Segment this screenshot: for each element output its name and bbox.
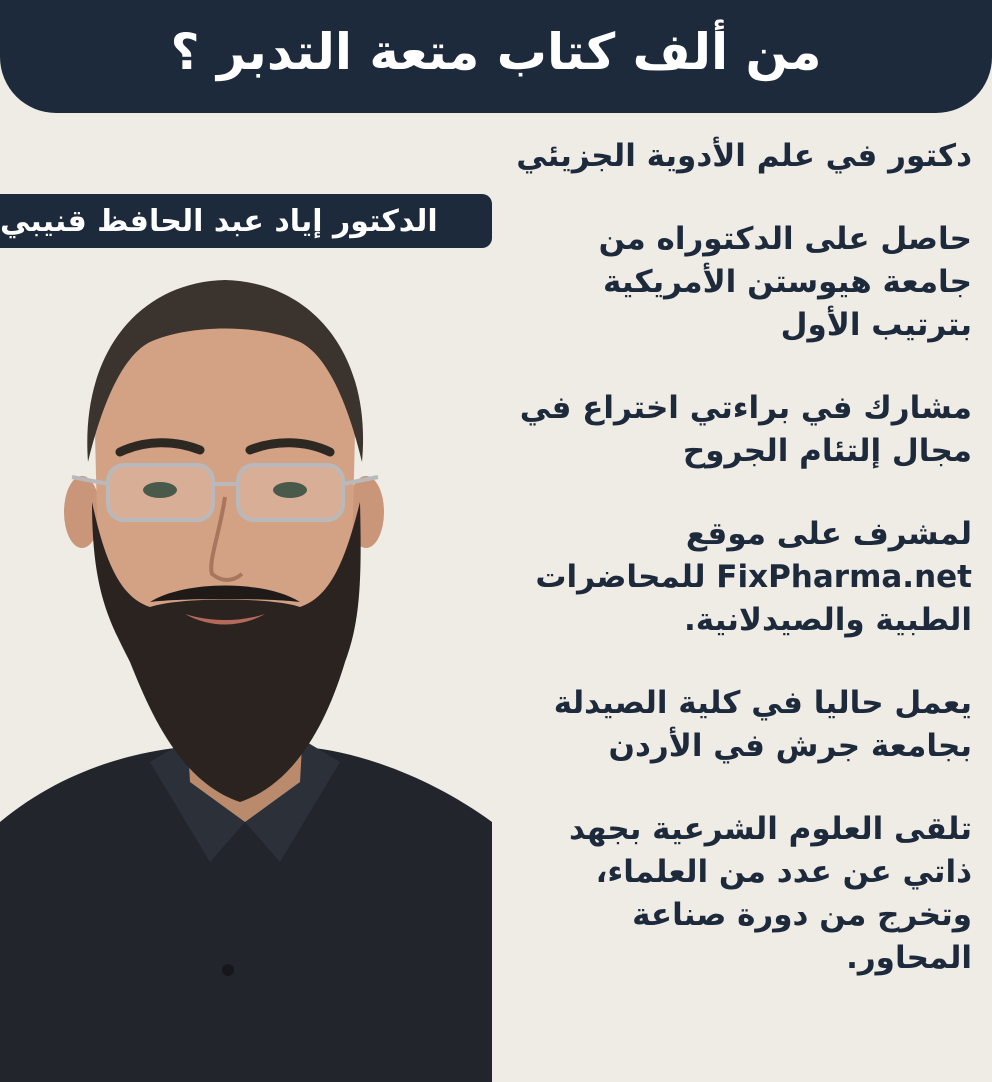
shirt-button: [222, 964, 234, 976]
bio-item: [502, 682, 972, 768]
eye-shape: [273, 482, 307, 498]
bio-line: حاصل على الدكتوراه من: [598, 221, 972, 257]
bio-line: ذاتي عن عدد من العلماء،: [595, 854, 972, 890]
bio-item: [502, 387, 972, 473]
author-name: الدكتور إياد عبد الحافظ قنيبي: [0, 203, 438, 239]
bio-line: مجال إلتئام الجروح: [682, 433, 972, 469]
bio-line: دكتور في علم الأدوية الجزيئي: [516, 138, 972, 174]
author-portrait: [0, 262, 492, 1082]
author-name-tag: [0, 194, 492, 248]
bio-line: المحاور.: [846, 940, 972, 976]
bio-item: [502, 808, 972, 980]
bio-item: [502, 135, 972, 178]
bio-line: الطبية والصيدلانية.: [684, 602, 972, 638]
eye-shape: [143, 482, 177, 498]
bio-line: FixPharma.net للمحاضرات: [535, 559, 972, 595]
bio-line: تلقى العلوم الشرعية بجهد: [569, 811, 972, 847]
bio-line: يعمل حاليا في كلية الصيدلة: [553, 685, 972, 721]
bio-line: مشارك في براءتي اختراع في: [519, 390, 972, 426]
author-bio: [502, 135, 972, 1020]
bio-line: لمشرف على موقع: [685, 516, 972, 552]
bio-line: بجامعة جرش في الأردن: [608, 728, 972, 764]
bio-line: وتخرج من دورة صناعة: [632, 897, 972, 933]
header-banner: [0, 0, 992, 113]
page-title: من ألف كتاب متعة التدبر ؟: [170, 22, 822, 81]
bio-line: بترتيب الأول: [780, 307, 972, 343]
bio-item: [502, 218, 972, 347]
bio-item: [502, 513, 972, 642]
bio-line: جامعة هيوستن الأمريكية: [603, 264, 972, 300]
